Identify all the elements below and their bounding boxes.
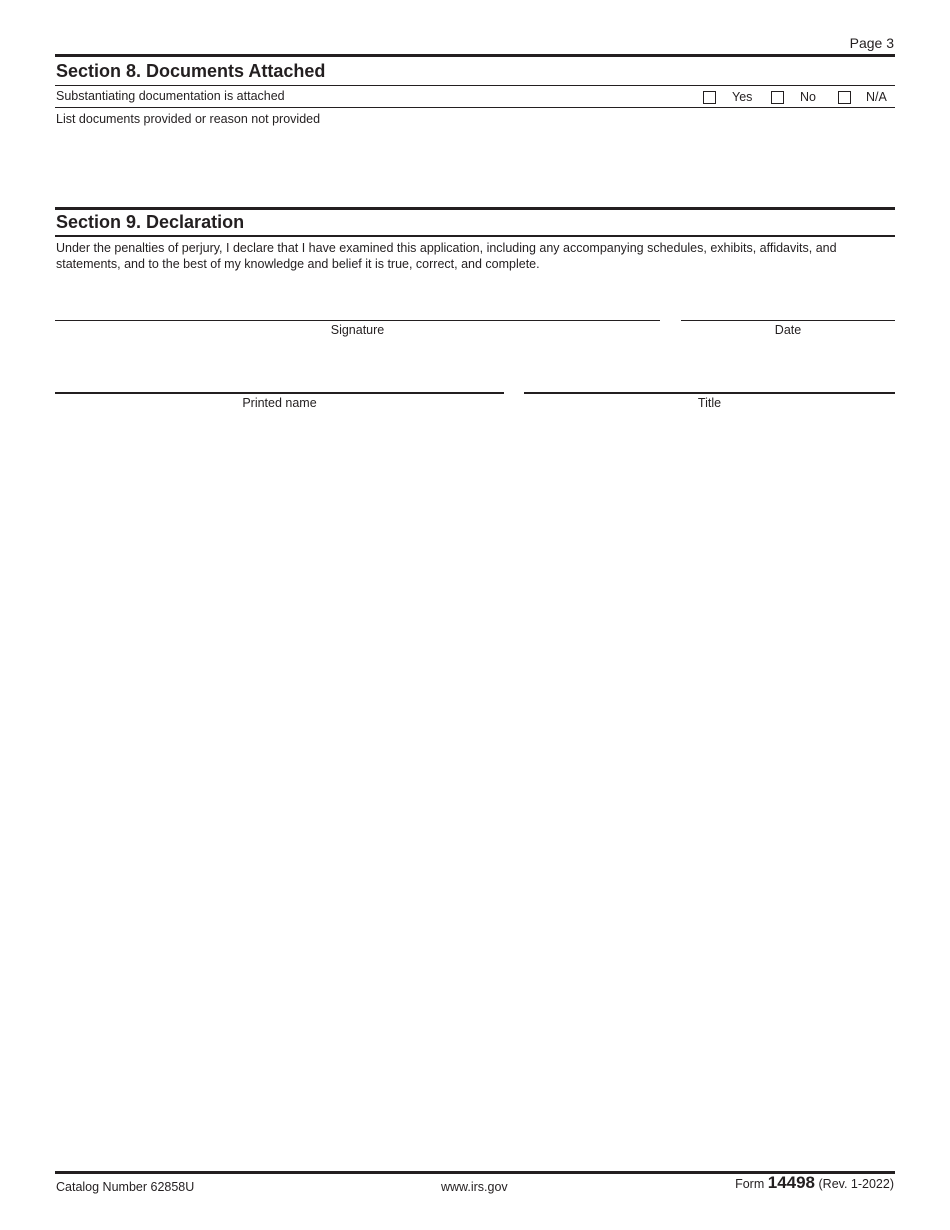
no-checkbox[interactable] — [771, 91, 784, 104]
section-9-divider — [55, 235, 895, 237]
title-line — [524, 392, 895, 394]
documents-list-field[interactable] — [55, 130, 895, 204]
section-9-top-rule — [55, 207, 895, 210]
na-label: N/A — [866, 90, 887, 104]
yes-checkbox[interactable] — [703, 91, 716, 104]
form-identifier — [735, 1175, 894, 1192]
form-number: 14498 — [767, 1173, 816, 1192]
section-8-top-rule — [55, 54, 895, 57]
catalog-number: Catalog Number 62858U — [56, 1180, 195, 1194]
declaration-text — [56, 241, 876, 272]
title-field[interactable] — [524, 362, 895, 392]
signature-field[interactable] — [55, 290, 660, 320]
date-field[interactable] — [681, 290, 895, 320]
date-label: Date — [774, 323, 802, 337]
form-revision: (Rev. 1-2022) — [818, 1177, 894, 1191]
declaration-line-1: Under the penalties of perjury, I declare that I have examined this application, including any accompanying schedules, exhibits, affidavits, and — [56, 241, 837, 255]
form-prefix: Form — [735, 1177, 765, 1191]
section-8-row-divider — [55, 107, 895, 108]
printed-name-field[interactable] — [55, 362, 504, 392]
page-number: Page 3 — [849, 35, 894, 51]
declaration-line-2: statements, and to the best of my knowledge and belief it is true, correct, and complete. — [56, 256, 540, 271]
section-9-title: Section 9. Declaration — [56, 212, 245, 232]
date-line — [681, 320, 895, 321]
na-checkbox[interactable] — [838, 91, 851, 104]
section-8-divider — [55, 85, 895, 86]
section-8-title: Section 8. Documents Attached — [56, 61, 326, 81]
documents-list-label: List documents provided or reason not provided — [56, 112, 321, 126]
na-option — [838, 89, 887, 105]
documentation-attached-label: Substantiating documentation is attached — [56, 89, 285, 103]
yes-label: Yes — [732, 90, 753, 104]
no-option — [771, 89, 816, 105]
title-label: Title — [697, 396, 722, 410]
no-label: No — [800, 90, 816, 104]
yes-option — [703, 89, 752, 105]
signature-line — [55, 320, 660, 321]
signature-label: Signature — [330, 323, 385, 337]
irs-website: www.irs.gov — [441, 1180, 508, 1194]
printed-name-line — [55, 392, 504, 394]
printed-name-label: Printed name — [242, 396, 317, 410]
